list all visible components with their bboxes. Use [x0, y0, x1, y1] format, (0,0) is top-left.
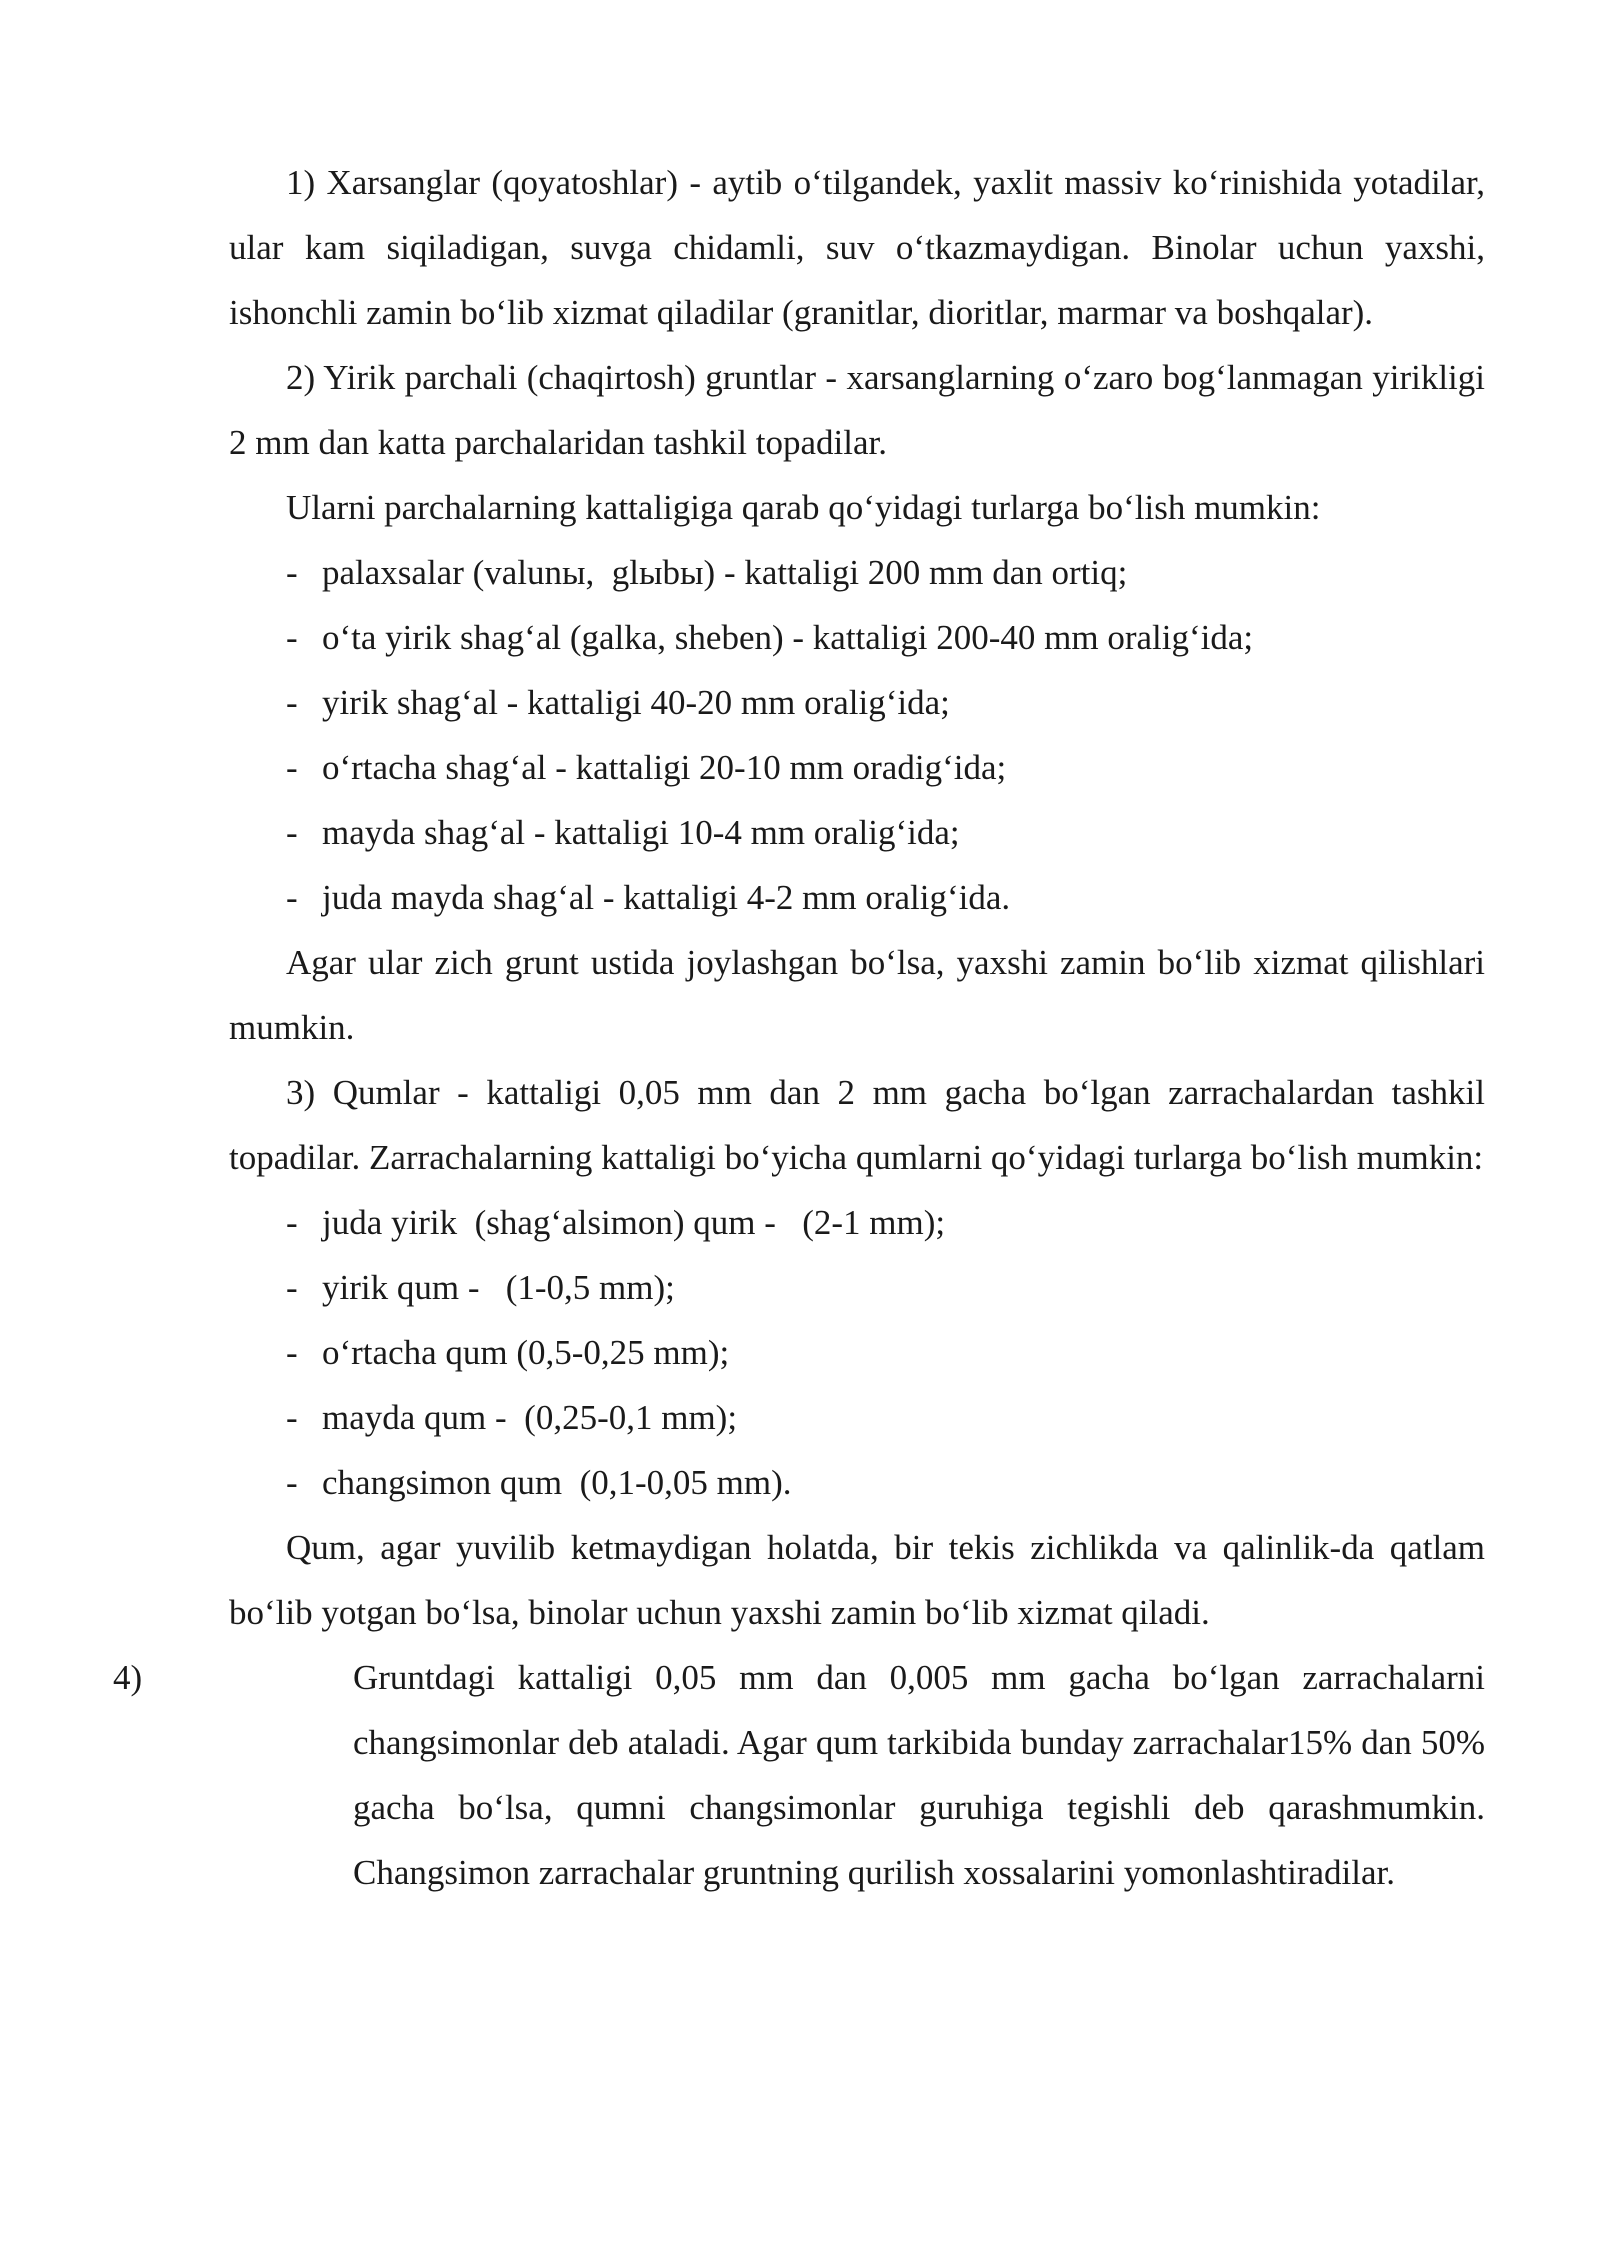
- list-item-text: palaxsalar (valunы, glыbы) - kattaligi 200 mm dan ortiq;: [322, 553, 1128, 592]
- list-item: [229, 1190, 1485, 1255]
- paragraph-qumlar: 3) Qumlar - kattaligi 0,05 mm dan 2 mm gacha bo‘lgan zarrachalardan tashkil topadilar. Zarrachalarning kattaligi bo‘yicha qumlarni qo‘yidagi turlarga bo‘lish mumkin:: [229, 1073, 1485, 1177]
- list-item-text: yirik qum - (1-0,5 mm);: [322, 1268, 675, 1307]
- list-item: [229, 735, 1485, 800]
- list-dash: -: [286, 813, 298, 852]
- list-dash: -: [286, 1398, 298, 1437]
- list-item: [229, 1385, 1485, 1450]
- paragraph-changsimonlar-text: Gruntdagi kattaligi 0,05 mm dan 0,005 mm gacha bo‘lgan zarrachalarni changsimonlar deb ataladi. Agar qum tarkibida bunday zarrachalar15% dan 50% gacha bo‘lsa, qumni changsimonlar guruhiga tegishli deb qarashmumkin. Changsimon zarrachalar gruntning qurilish xossalarini yomonlashtiradilar.: [353, 1658, 1485, 1892]
- list-item-text: juda yirik (shag‘alsimon) qum - (2-1 mm);: [322, 1203, 946, 1242]
- list-item: [229, 605, 1485, 670]
- document-body: [113, 150, 1485, 1905]
- list-item: [229, 800, 1485, 865]
- list-item-text: yirik shag‘al - kattaligi 40-20 mm oralig‘ida;: [322, 683, 950, 722]
- paragraph-number: 4): [113, 1658, 143, 1697]
- list-item-text: o‘rtacha qum (0,5-0,25 mm);: [322, 1333, 730, 1372]
- list-item: [229, 670, 1485, 735]
- paragraph-zich-grunt: Agar ular zich grunt ustida joylashgan bo‘lsa, yaxshi zamin bo‘lib xizmat qilishlari mumkin.: [229, 943, 1485, 1047]
- list-dash: -: [286, 1203, 298, 1242]
- list-item-text: mayda shag‘al - kattaligi 10-4 mm oralig‘ida;: [322, 813, 960, 852]
- list-item: [229, 1255, 1485, 1320]
- paragraph-yirik-parchali: 2) Yirik parchali (chaqirtosh) gruntlar - xarsanglarning o‘zaro bog‘lanmagan yirikligi 2 mm dan katta parchalaridan tashkil topadilar.: [229, 358, 1485, 462]
- list-dash: -: [286, 878, 298, 917]
- sand-size-list: [229, 1190, 1485, 1515]
- list-item: [229, 865, 1485, 930]
- paragraph-qum-zamin: Qum, agar yuvilib ketmaydigan holatda, bir tekis zichlikda va qalinlik-da qatlam bo‘lib yotgan bo‘lsa, binolar uchun yaxshi zamin bo‘lib xizmat qiladi.: [229, 1528, 1485, 1632]
- list-item: [229, 540, 1485, 605]
- list-item: [229, 1450, 1485, 1515]
- list-item-text: changsimon qum (0,1-0,05 mm).: [322, 1463, 792, 1502]
- list-item: [229, 1320, 1485, 1385]
- list-item-text: o‘ta yirik shag‘al (galka, sheben) - kattaligi 200-40 mm oralig‘ida;: [322, 618, 1254, 657]
- list-dash: -: [286, 618, 298, 657]
- list-item-text: o‘rtacha shag‘al - kattaligi 20-10 mm oradig‘ida;: [322, 748, 1007, 787]
- gravel-size-list: [229, 540, 1485, 930]
- list-item-text: mayda qum - (0,25-0,1 mm);: [322, 1398, 738, 1437]
- list-dash: -: [286, 553, 298, 592]
- paragraph-xarsanglar: 1) Xarsanglar (qoyatoshlar) - aytib o‘tilgandek, yaxlit massiv ko‘rinishida yotadilar, ular kam siqiladigan, suvga chidamli, suv o‘tkazmaydigan. Binolar uchun yaxshi, ishonchli zamin bo‘lib xizmat qiladilar (granitlar, dioritlar, marmar va boshqalar).: [229, 163, 1485, 332]
- list-dash: -: [286, 748, 298, 787]
- paragraph-turlar-intro: Ularni parchalarning kattaligiga qarab qo‘yidagi turlarga bo‘lish mumkin:: [286, 488, 1321, 527]
- paragraph-changsimonlar: [113, 1645, 1485, 1905]
- list-item-text: juda mayda shag‘al - kattaligi 4-2 mm oralig‘ida.: [322, 878, 1011, 917]
- list-dash: -: [286, 683, 298, 722]
- list-dash: -: [286, 1268, 298, 1307]
- list-dash: -: [286, 1463, 298, 1502]
- list-dash: -: [286, 1333, 298, 1372]
